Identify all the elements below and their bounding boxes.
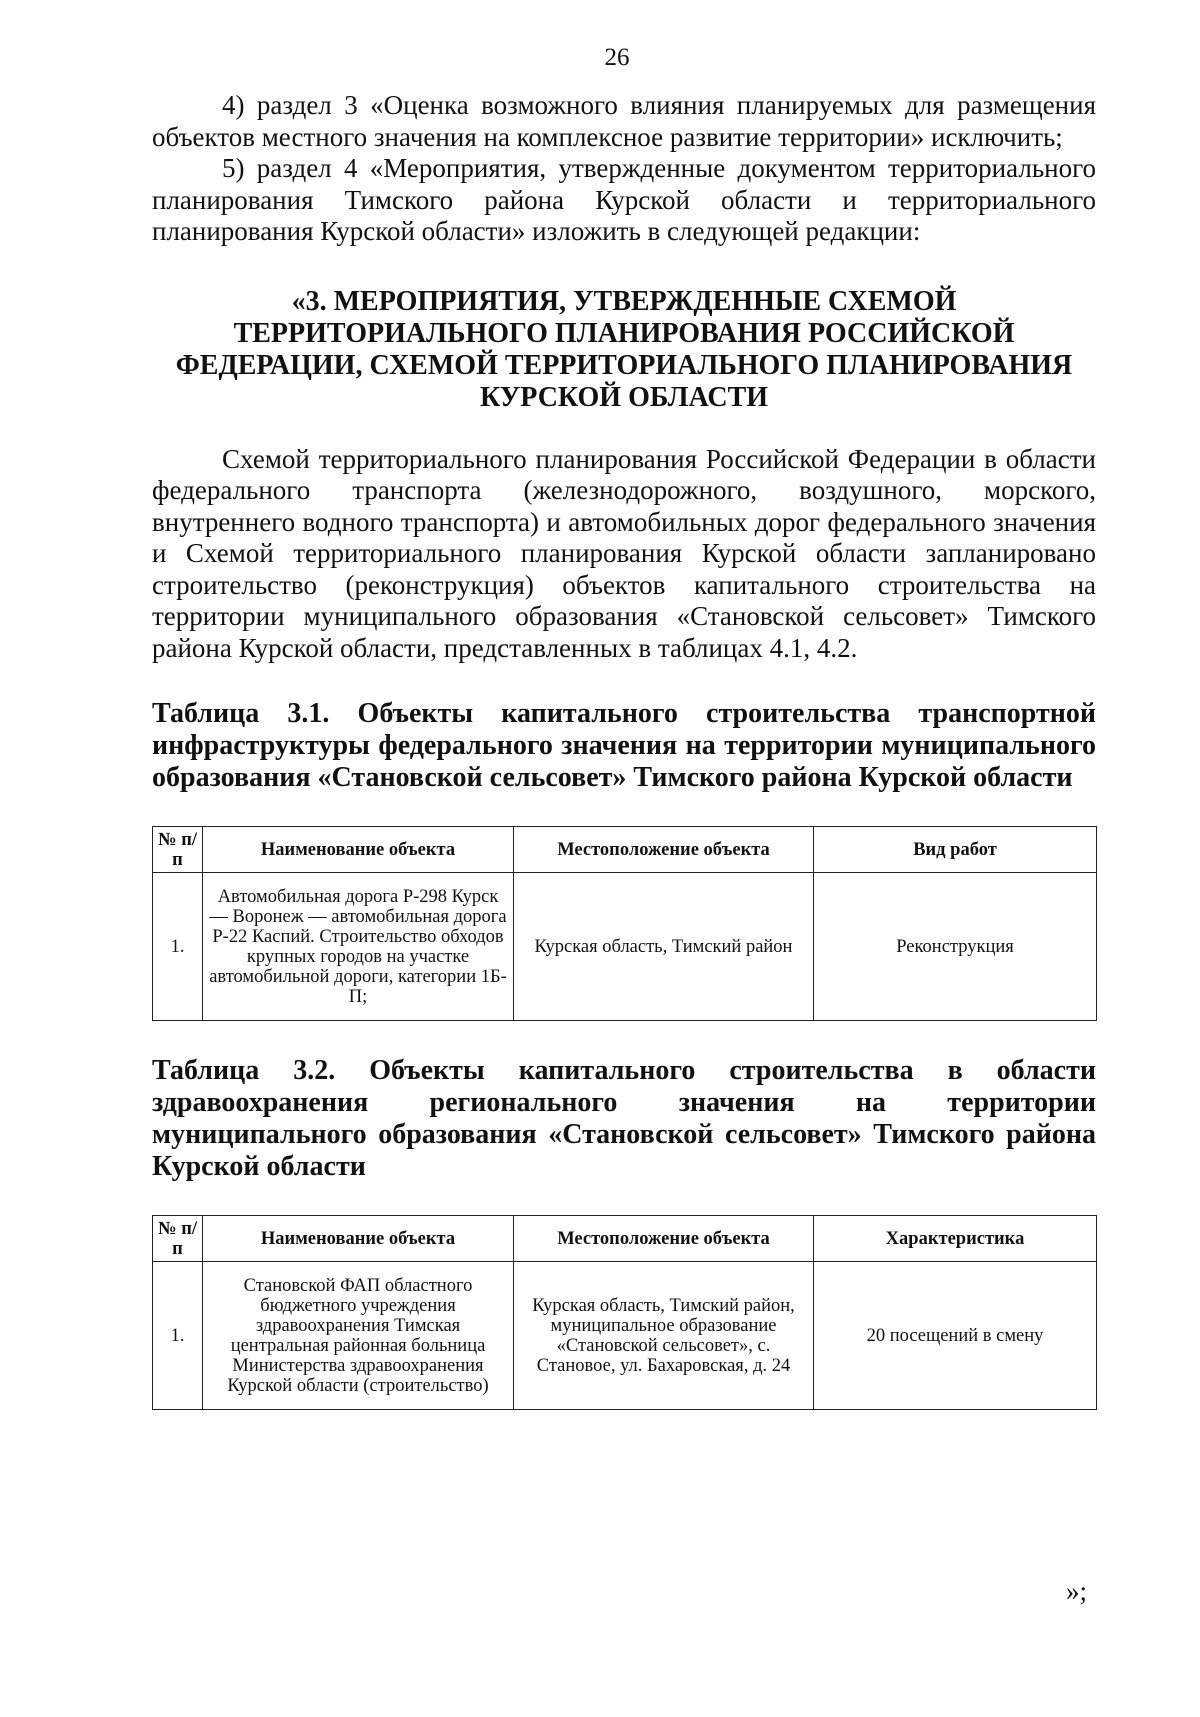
table1-cell-location: Курская область, Тимский район bbox=[514, 873, 814, 1021]
table1-header-num: № п/п bbox=[153, 827, 203, 873]
intro-item-4: 4) раздел 3 «Оценка возможного влияния планируемых для размещения объектов местного значения на комплексное развитие территории» исключить; bbox=[152, 90, 1096, 152]
table1 bbox=[152, 826, 1097, 1021]
table1-header-row bbox=[153, 827, 1097, 873]
table2-caption: Таблица 3.2. Объекты капитального строительства в области здравоохранения регионального значения на территории муниципального образования «Становской сельсовет» Тимского района Курской области bbox=[152, 1055, 1096, 1182]
table2-header-characteristic: Характеристика bbox=[814, 1216, 1097, 1262]
table2-cell-num: 1. bbox=[153, 1262, 203, 1410]
table1-header-name: Наименование объекта bbox=[203, 827, 514, 873]
table1-header-work: Вид работ bbox=[814, 827, 1097, 873]
intro-item-5: 5) раздел 4 «Мероприятия, утвержденные документом территориального планирования Тимского района Курской области и территориального планирования Курской области» изложить в следующей редакции: bbox=[152, 153, 1096, 246]
table2-cell-location: Курская область, Тимский район, муниципальное образование «Становской сельсовет», с. Становое, ул. Бахаровская, д. 24 bbox=[514, 1262, 814, 1410]
table1-caption: Таблица 3.1. Объекты капитального строительства транспортной инфраструктуры федерального значения на территории муниципального образования «Становской сельсовет» Тимского района Курской области bbox=[152, 698, 1096, 793]
table-row bbox=[153, 873, 1097, 1021]
table2-cell-characteristic: 20 посещений в смену bbox=[814, 1262, 1097, 1410]
body-paragraph: Схемой территориального планирования Российской Федерации в области федерального транспорта (железнодорожного, воздушного, морского, внутреннего водного транспорта) и автомобильных дорог федерального значения и Схемой территориального планирования Курской области запланировано строительство (реконструкция) объектов капитального строительства на территории муниципального образования «Становской сельсовет» Тимского района Курской области, представленных в таблицах 4.1, 4.2. bbox=[152, 443, 1096, 663]
table-row bbox=[153, 1262, 1097, 1410]
table2 bbox=[152, 1215, 1097, 1410]
table1-cell-num: 1. bbox=[153, 873, 203, 1021]
section-heading: «3. МЕРОПРИЯТИЯ, УТВЕРЖДЕННЫЕ СХЕМОЙ ТЕРРИТОРИАЛЬНОГО ПЛАНИРОВАНИЯ РОССИЙСКОЙ ФЕДЕРАЦИИ, СХЕМОЙ ТЕРРИТОРИАЛЬНОГО ПЛАНИРОВАНИЯ КУРСКОЙ ОБЛАСТИ bbox=[175, 285, 1073, 413]
table2-header-num: № п/п bbox=[153, 1216, 203, 1262]
closing-quote-mark: »; bbox=[1066, 1576, 1088, 1606]
page-number: 26 bbox=[604, 44, 630, 71]
table1-header-location: Местоположение объекта bbox=[514, 827, 814, 873]
table1-cell-name: Автомобильная дорога Р-298 Курск — Воронеж — автомобильная дорога Р-22 Каспий. Строительство обходов крупных городов на участке автомобильной дороги, категории 1Б-П; bbox=[203, 873, 514, 1021]
table2-header-name: Наименование объекта bbox=[203, 1216, 514, 1262]
table2-header-row bbox=[153, 1216, 1097, 1262]
table2-cell-name: Становской ФАП областного бюджетного учреждения здравоохранения Тимская центральная районная больница Министерства здравоохранения Курской области (строительство) bbox=[203, 1262, 514, 1410]
table1-cell-work: Реконструкция bbox=[814, 873, 1097, 1021]
document-body bbox=[152, 90, 1096, 1410]
table2-header-location: Местоположение объекта bbox=[514, 1216, 814, 1262]
